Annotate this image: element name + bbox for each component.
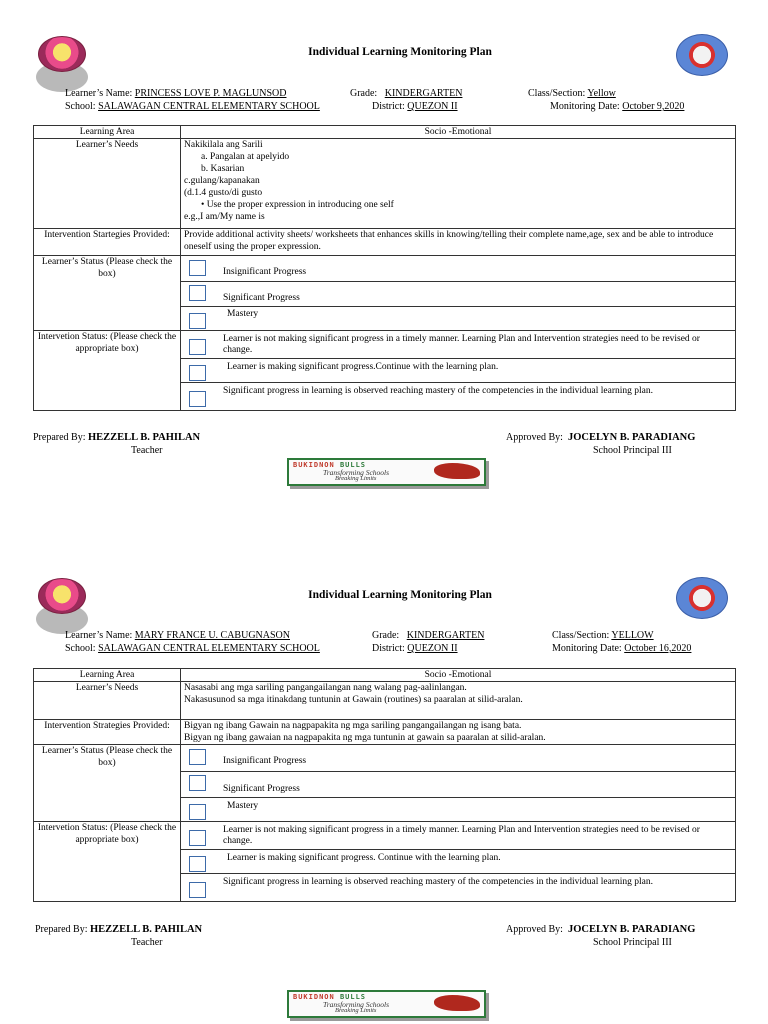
prepared-role: Teacher bbox=[131, 937, 163, 948]
learner-name-field: Learner’s Name: MARY FRANCE U. CABUGNASON bbox=[65, 630, 290, 641]
status-option-label: Insignificant Progress bbox=[223, 756, 307, 766]
learner-name-field: Learner’s Name: PRINCESS LOVE P. MAGLUNSOD bbox=[65, 88, 287, 99]
status-option-label: Significant Progress bbox=[223, 293, 300, 303]
intervention-option-label: Learner is not making significant progress in a timely manner. Learning Plan and Intervention strategies need to be revised or change. bbox=[223, 334, 700, 355]
checkbox[interactable] bbox=[189, 882, 206, 898]
needs-label: Learner’s Needs bbox=[34, 682, 181, 720]
school-field: School: SALAWAGAN CENTRAL ELEMENTARY SCHOOL bbox=[65, 643, 320, 654]
intervention-option-not-significant[interactable] bbox=[181, 822, 735, 850]
intervention-option-label: Learner is making significant progress. Continue with the learning plan. bbox=[227, 853, 501, 863]
intervention-status-cell bbox=[181, 822, 736, 902]
checkbox[interactable] bbox=[189, 749, 206, 765]
status-option-label: Mastery bbox=[227, 309, 259, 319]
approved-by: Approved By: JOCELYN B. PARADIANG bbox=[506, 924, 696, 935]
approved-role: School Principal III bbox=[593, 445, 672, 456]
learning-area-value: Socio -Emotional bbox=[181, 126, 736, 139]
grade-field: Grade: KINDERGARTEN bbox=[372, 630, 485, 641]
status-option-mastery[interactable] bbox=[181, 798, 735, 821]
needs-line: Nakasusunod sa mga itinakdang tuntunin at Gawain (routines) sa paaralan at silid-aralan. bbox=[184, 695, 523, 705]
school-field: School: SALAWAGAN CENTRAL ELEMENTARY SCHOOL bbox=[65, 101, 320, 112]
learning-area-value: Socio -Emotional bbox=[181, 669, 736, 682]
learner-status-label: Learner’s Status (Please check the box) bbox=[34, 256, 181, 331]
intervention-option-significant[interactable] bbox=[181, 850, 735, 874]
needs-line: b. Kasarian bbox=[201, 164, 245, 174]
intervention-status-label: Intervetion Status: (Please check the appropriate box) bbox=[34, 331, 181, 411]
plan-title: Individual Learning Monitoring Plan bbox=[308, 589, 492, 601]
status-option-label: Significant Progress bbox=[223, 784, 300, 794]
needs-line: Nasasabi ang mga sariling pangangailangan nang walang pag-aalinlangan. bbox=[184, 683, 467, 693]
intervention-option-label: Significant progress in learning is observed reaching mastery of the competencies in the individual learning plan. bbox=[223, 386, 654, 396]
district-field: District: QUEZON II bbox=[372, 643, 458, 654]
needs-label: Learner’s Needs bbox=[34, 139, 181, 229]
class-section-field: Class/Section: Yellow bbox=[528, 88, 616, 99]
strategies-label: Intervention Strategies Provided: bbox=[34, 720, 181, 745]
needs-line: c.gulang/kapanakan bbox=[184, 176, 260, 186]
monitoring-date-field: Monitoring Date: October 16,2020 bbox=[552, 643, 692, 654]
strategies-label: Intervention Startegies Provided: bbox=[34, 229, 181, 256]
needs-line: e.g.,I am/My name is bbox=[184, 212, 265, 222]
plan-title: Individual Learning Monitoring Plan bbox=[308, 46, 492, 58]
intervention-option-label: Significant progress in learning is observed reaching mastery of the competencies in the individual learning plan. bbox=[223, 877, 654, 887]
checkbox[interactable] bbox=[189, 830, 206, 846]
checkbox[interactable] bbox=[189, 775, 206, 791]
status-option-label: Mastery bbox=[227, 801, 259, 811]
learner-status-cell bbox=[181, 745, 736, 822]
approved-role: School Principal III bbox=[593, 937, 672, 948]
status-option-significant[interactable] bbox=[181, 772, 735, 798]
bukidnon-bulls-banner: BUKIDNON BULLS Transforming Schools Breaking Limits bbox=[287, 990, 486, 1018]
bull-icon bbox=[434, 995, 480, 1011]
needs-line: a. Pangalan at apelyido bbox=[201, 152, 290, 162]
strategies-cell bbox=[181, 720, 736, 745]
bukidnon-bulls-banner: BUKIDNON BULLS Transforming Schools Breaking Limits bbox=[287, 458, 486, 486]
monitoring-table bbox=[33, 668, 736, 902]
needs-cell bbox=[181, 682, 736, 720]
prepared-role: Teacher bbox=[131, 445, 163, 456]
strategies-line: Bigyan ng ibang gawaian na nagpapakita ng mga tuntunin at gawain sa paaralan at silid-aralan. bbox=[184, 733, 546, 743]
checkbox[interactable] bbox=[189, 856, 206, 872]
intervention-option-mastery[interactable] bbox=[181, 874, 735, 901]
checkbox[interactable] bbox=[189, 804, 206, 820]
district-field: District: QUEZON II bbox=[372, 101, 458, 112]
approved-by: Approved By: JOCELYN B. PARADIANG bbox=[506, 432, 696, 443]
intervention-option-label: Learner is not making significant progress in a timely manner. Learning Plan and Intervention strategies need to be revised or change. bbox=[223, 825, 700, 846]
grade-field: Grade: KINDERGARTEN bbox=[350, 88, 463, 99]
needs-line: (d.1.4 gusto/di gusto bbox=[184, 188, 263, 198]
strategies-text: Provide additional activity sheets/ worksheets that enhances skills in knowing/telling their complete name,age, sex and be able to introduce oneself using the proper expression. bbox=[181, 229, 736, 256]
intervention-option-label: Learner is making significant progress.Continue with the learning plan. bbox=[227, 362, 499, 372]
learning-area-label: Learning Area bbox=[34, 126, 181, 139]
learning-area-label: Learning Area bbox=[34, 669, 181, 682]
needs-line: • Use the proper expression in introducing one self bbox=[201, 200, 394, 210]
status-option-insignificant[interactable] bbox=[181, 745, 735, 772]
prepared-by: Prepared By: HEZZELL B. PAHILAN bbox=[33, 432, 201, 443]
learner-status-label: Learner’s Status (Please check the box) bbox=[34, 745, 181, 822]
strategies-line: Bigyan ng ibang Gawain na nagpapakita ng mga sariling pangangailangan ng isang bata. bbox=[184, 721, 522, 731]
intervention-status-label: Intervetion Status: (Please check the appropriate box) bbox=[34, 822, 181, 902]
prepared-by: Prepared By: HEZZELL B. PAHILAN bbox=[35, 924, 203, 935]
monitoring-date-field: Monitoring Date: October 9,2020 bbox=[550, 101, 685, 112]
class-section-field: Class/Section: YELLOW bbox=[552, 630, 654, 641]
needs-line: Nakikilala ang Sarili bbox=[184, 140, 263, 150]
status-option-label: Insignificant Progress bbox=[223, 267, 307, 277]
